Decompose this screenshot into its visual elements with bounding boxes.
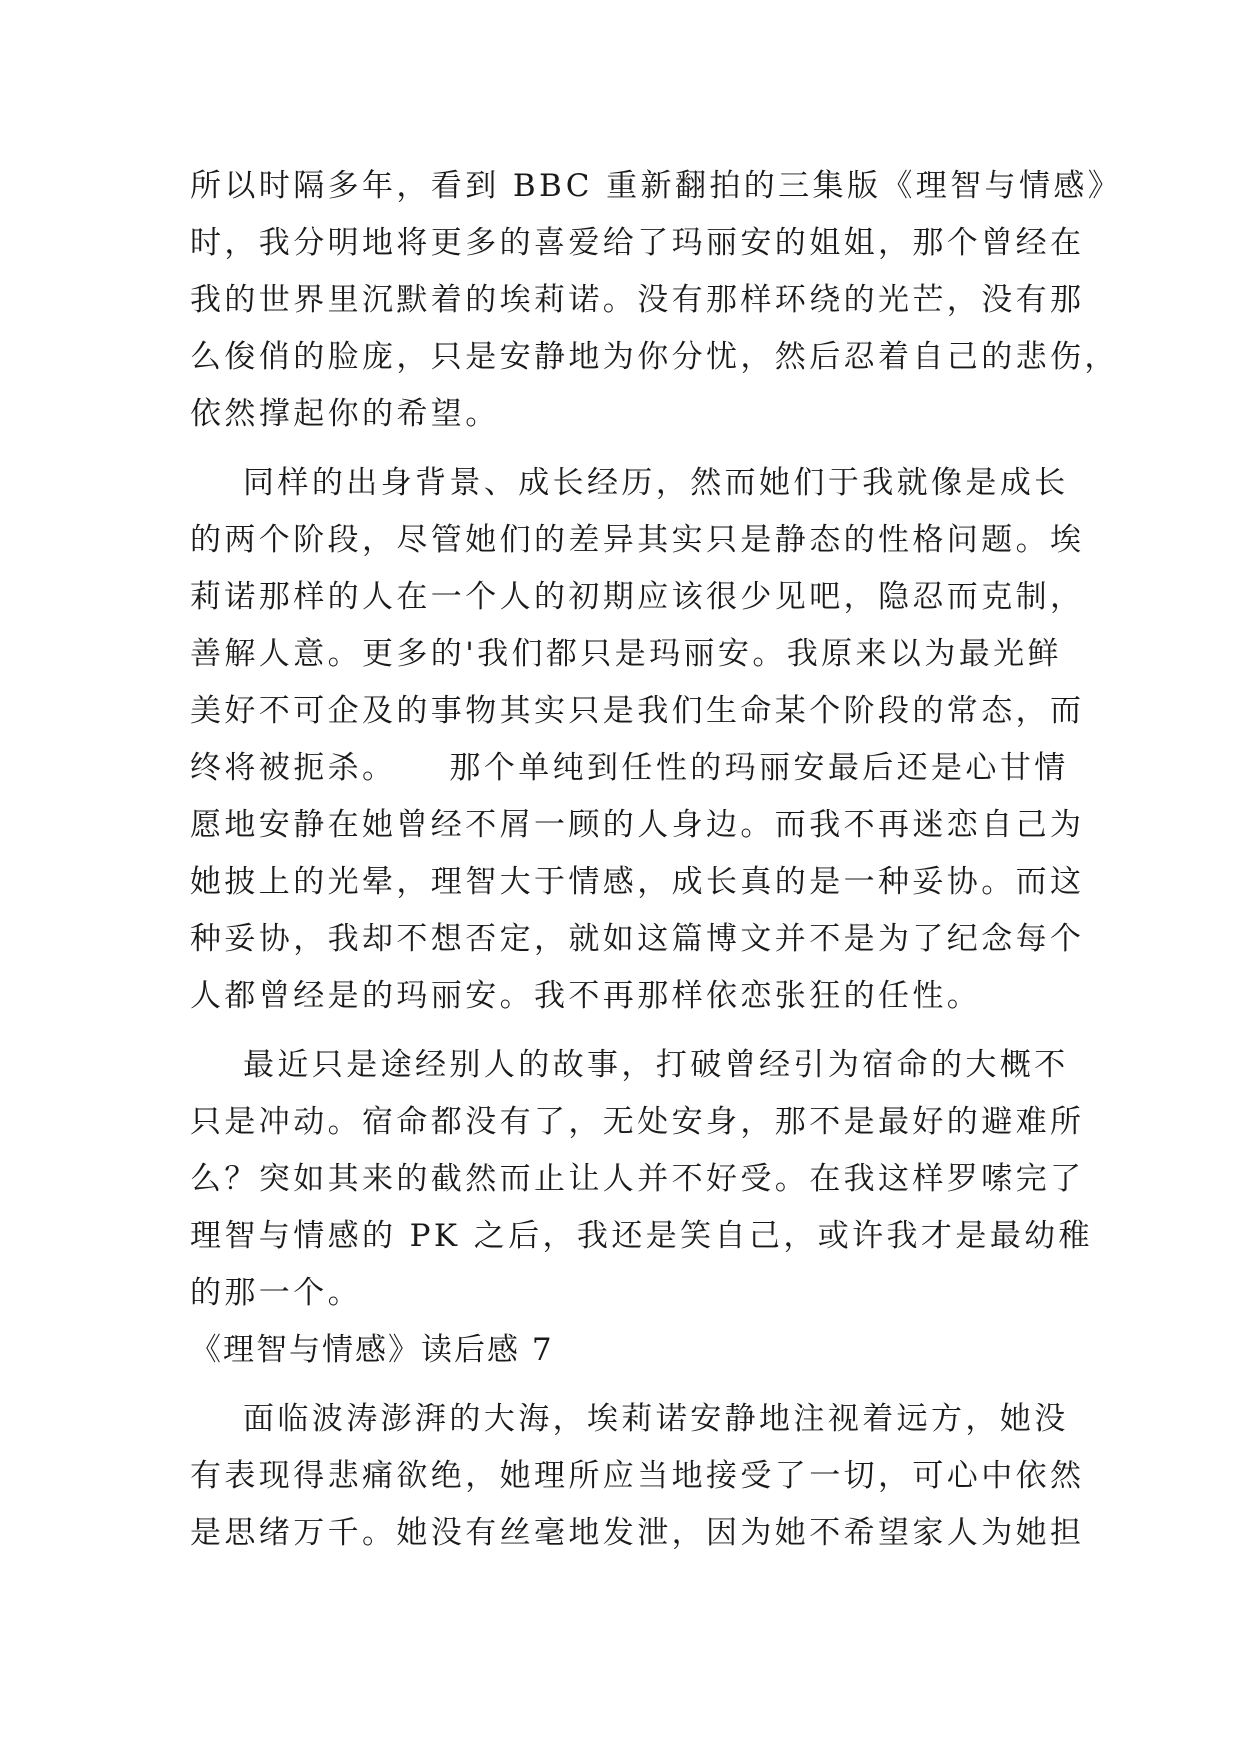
text-line: 时，我分明地将更多的喜爱给了玛丽安的姐姐，那个曾经在 — [190, 225, 1085, 261]
text-line: 的那一个。 — [190, 1275, 362, 1311]
text-line: 我的世界里沉默着的埃莉诺。没有那样环绕的光芒，没有那 — [190, 282, 1085, 318]
text-line: 只是冲动。宿命都没有了，无处安身，那不是最好的避难所 — [190, 1104, 1085, 1140]
text-line: 有表现得悲痛欲绝，她理所应当地接受了一切，可心中依然 — [190, 1458, 1085, 1494]
text-line: 愿地安静在她曾经不屑一顾的人身边。而我不再迷恋自己为 — [190, 807, 1085, 843]
text-line: 理智与情感的 PK 之后，我还是笑自己，或许我才是最幼稚 — [190, 1218, 1093, 1254]
text-line: 终将被扼杀。 那个单纯到任性的玛丽安最后还是心甘情 — [190, 750, 1069, 786]
text-line: 依然撑起你的希望。 — [190, 396, 500, 432]
text-line: 她披上的光晕，理智大于情感，成长真的是一种妥协。而这 — [190, 864, 1085, 900]
text-line: 善解人意。更多的'我们都只是玛丽安。我原来以为最光鲜 — [190, 636, 1062, 672]
text-line: 么？突如其来的截然而止让人并不好受。在我这样罗嗦完了 — [190, 1161, 1085, 1197]
text-line: 面临波涛澎湃的大海，埃莉诺安静地注视着远方，她没 — [190, 1401, 1069, 1437]
text-line: 么俊俏的脸庞，只是安静地为你分忧，然后忍着自己的悲伤， — [190, 339, 1119, 375]
section-heading: 《理智与情感》读后感 7 — [190, 1332, 554, 1368]
text-line: 所以时隔多年，看到 BBC 重新翻拍的三集版《理智与情感》 — [190, 168, 1123, 204]
text-line: 莉诺那样的人在一个人的初期应该很少见吧，隐忍而克制， — [190, 579, 1085, 615]
text-line: 的两个阶段，尽管她们的差异其实只是静态的性格问题。埃 — [190, 522, 1085, 558]
text-line: 种妥协，我却不想否定，就如这篇博文并不是为了纪念每个 — [190, 921, 1085, 957]
text-line: 同样的出身背景、成长经历，然而她们于我就像是成长 — [190, 465, 1069, 501]
text-line: 最近只是途经别人的故事，打破曾经引为宿命的大概不 — [190, 1047, 1069, 1083]
text-line: 美好不可企及的事物其实只是我们生命某个阶段的常态，而 — [190, 693, 1085, 729]
text-line: 是思绪万千。她没有丝毫地发泄，因为她不希望家人为她担 — [190, 1515, 1085, 1551]
text-line: 人都曾经是的玛丽安。我不再那样依恋张狂的任性。 — [190, 978, 982, 1014]
